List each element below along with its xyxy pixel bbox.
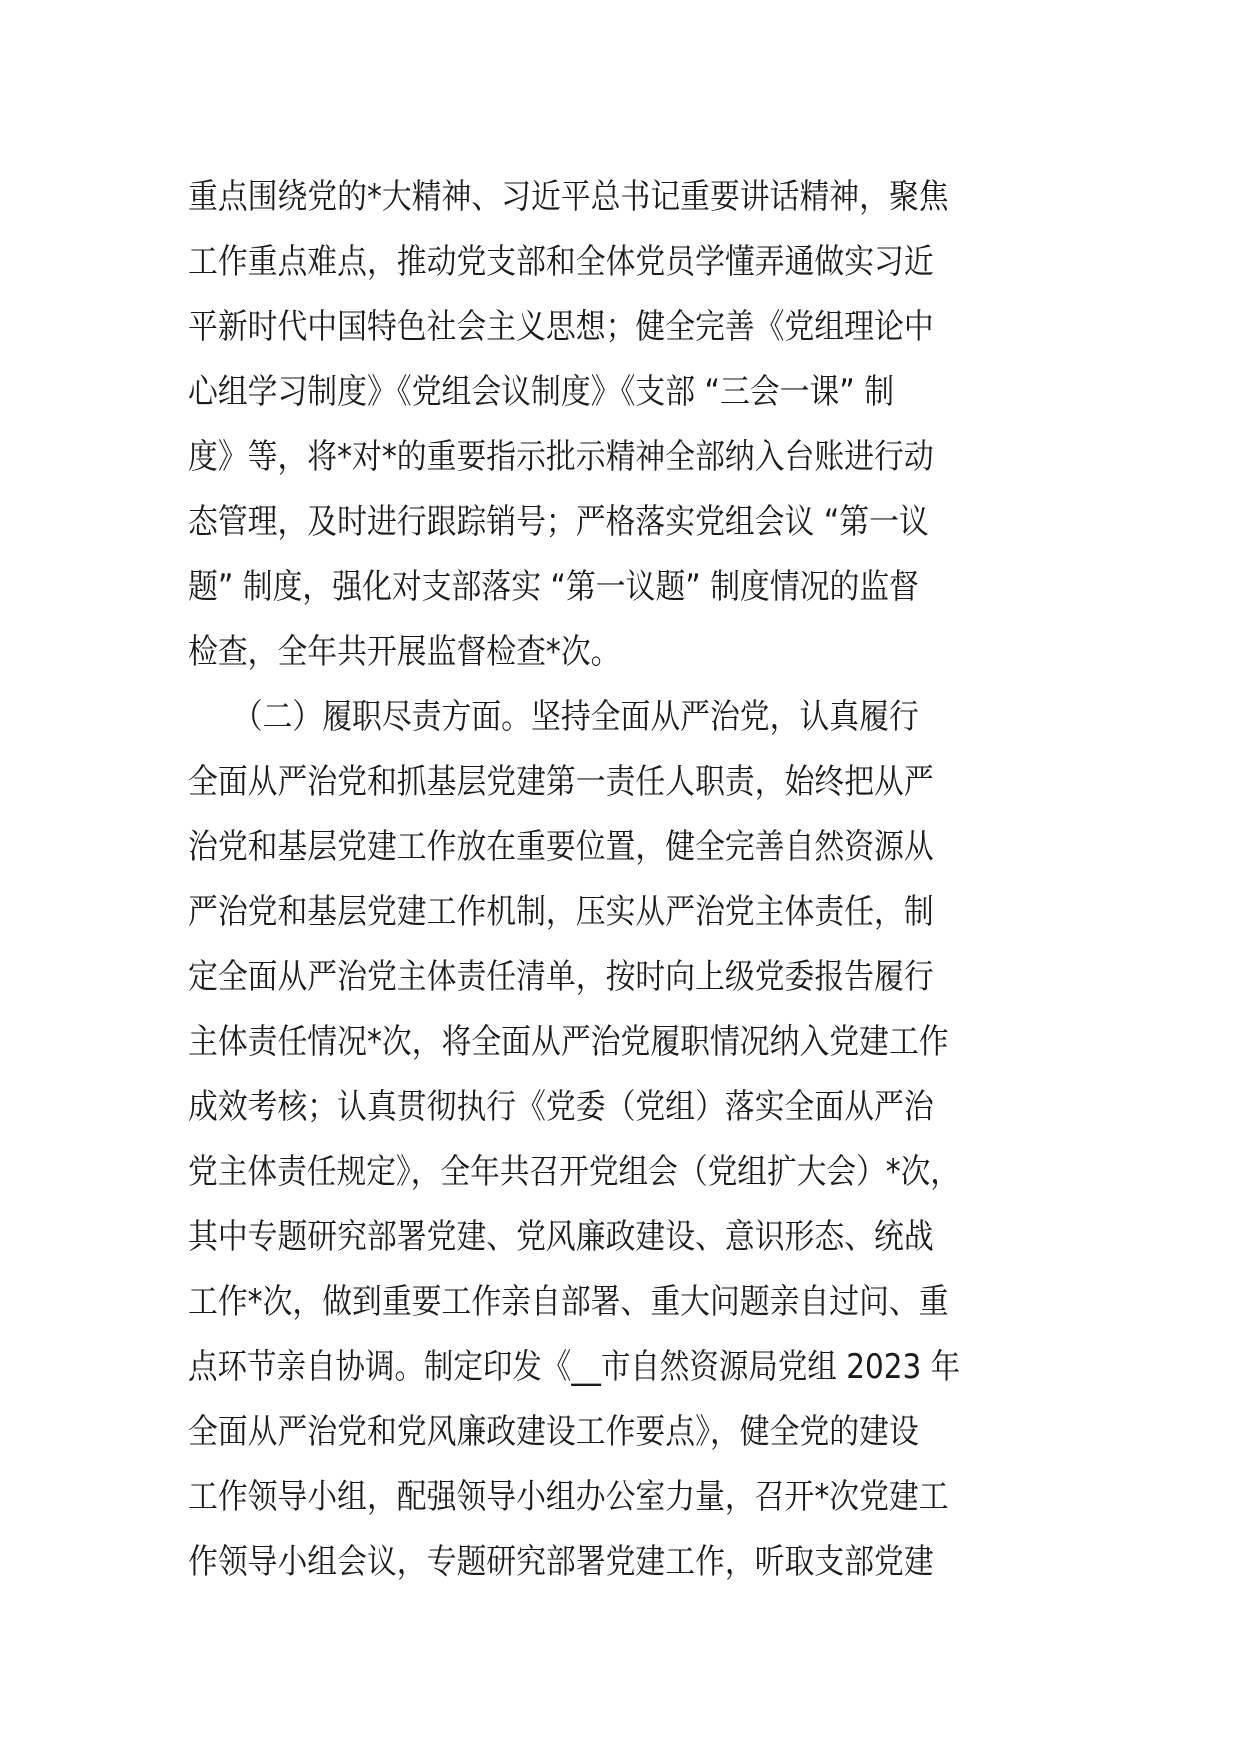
text-line-4: 心组学习制度》《党组会议制度》《支部 “三会一课” 制 <box>188 372 895 412</box>
text-line-13: 定全面从严治党主体责任清单，按时向上级党委报告履行 <box>188 957 934 997</box>
text-line-18: 工作*次，做到重要工作亲自部署、重大问题亲自过问、重 <box>188 1282 949 1322</box>
text-line-22: 作领导小组会议，专题研究部署党建工作，听取支部党建 <box>188 1542 934 1582</box>
text-line-16: 党主体责任规定》，全年共召开党组会（党组扩大会）*次， <box>188 1152 960 1192</box>
text-line-7: 题” 制度，强化对支部落实 “第一议题” 制度情况的监督 <box>188 567 920 607</box>
text-line-15: 成效考核；认真贯彻执行《党委（党组）落实全面从严治 <box>188 1087 934 1127</box>
text-line-14: 主体责任情况*次，将全面从严治党履职情况纳入党建工作 <box>188 1022 949 1062</box>
text-line-11: 治党和基层党建工作放在重要位置，健全完善自然资源从 <box>188 827 934 867</box>
text-line-19: 点环节亲自协调。制定印发《__市自然资源局党组 2023 年 <box>188 1347 961 1387</box>
section-heading-line: （二）履职尽责方面。坚持全面从严治党，认真履行 <box>188 697 919 737</box>
text-line-5: 度》等，将*对*的重要指示批示精神全部纳入台账进行动 <box>188 437 934 477</box>
text-line-8: 检查，全年共开展监督检查*次。 <box>188 632 621 672</box>
text-line-20: 全面从严治党和党风廉政建设工作要点》，健全党的建设 <box>188 1412 919 1452</box>
text-line-17: 其中专题研究部署党建、党风廉政建设、意识形态、统战 <box>188 1217 934 1257</box>
text-line-1: 重点围绕党的*大精神、习近平总书记重要讲话精神，聚焦 <box>188 177 949 217</box>
text-line-6: 态管理，及时进行跟踪销号；严格落实党组会议 “第一议 <box>188 502 929 542</box>
text-line-21: 工作领导小组，配强领导小组办公室力量，召开*次党建工 <box>188 1477 949 1517</box>
body-text <box>188 165 1068 1595</box>
text-line-10: 全面从严治党和抓基层党建第一责任人职责，始终把从严 <box>188 762 934 802</box>
text-line-2: 工作重点难点，推动党支部和全体党员学懂弄通做实习近 <box>188 242 934 282</box>
text-line-12: 严治党和基层党建工作机制，压实从严治党主体责任，制 <box>188 892 934 932</box>
text-line-3: 平新时代中国特色社会主义思想；健全完善《党组理论中 <box>188 307 934 347</box>
